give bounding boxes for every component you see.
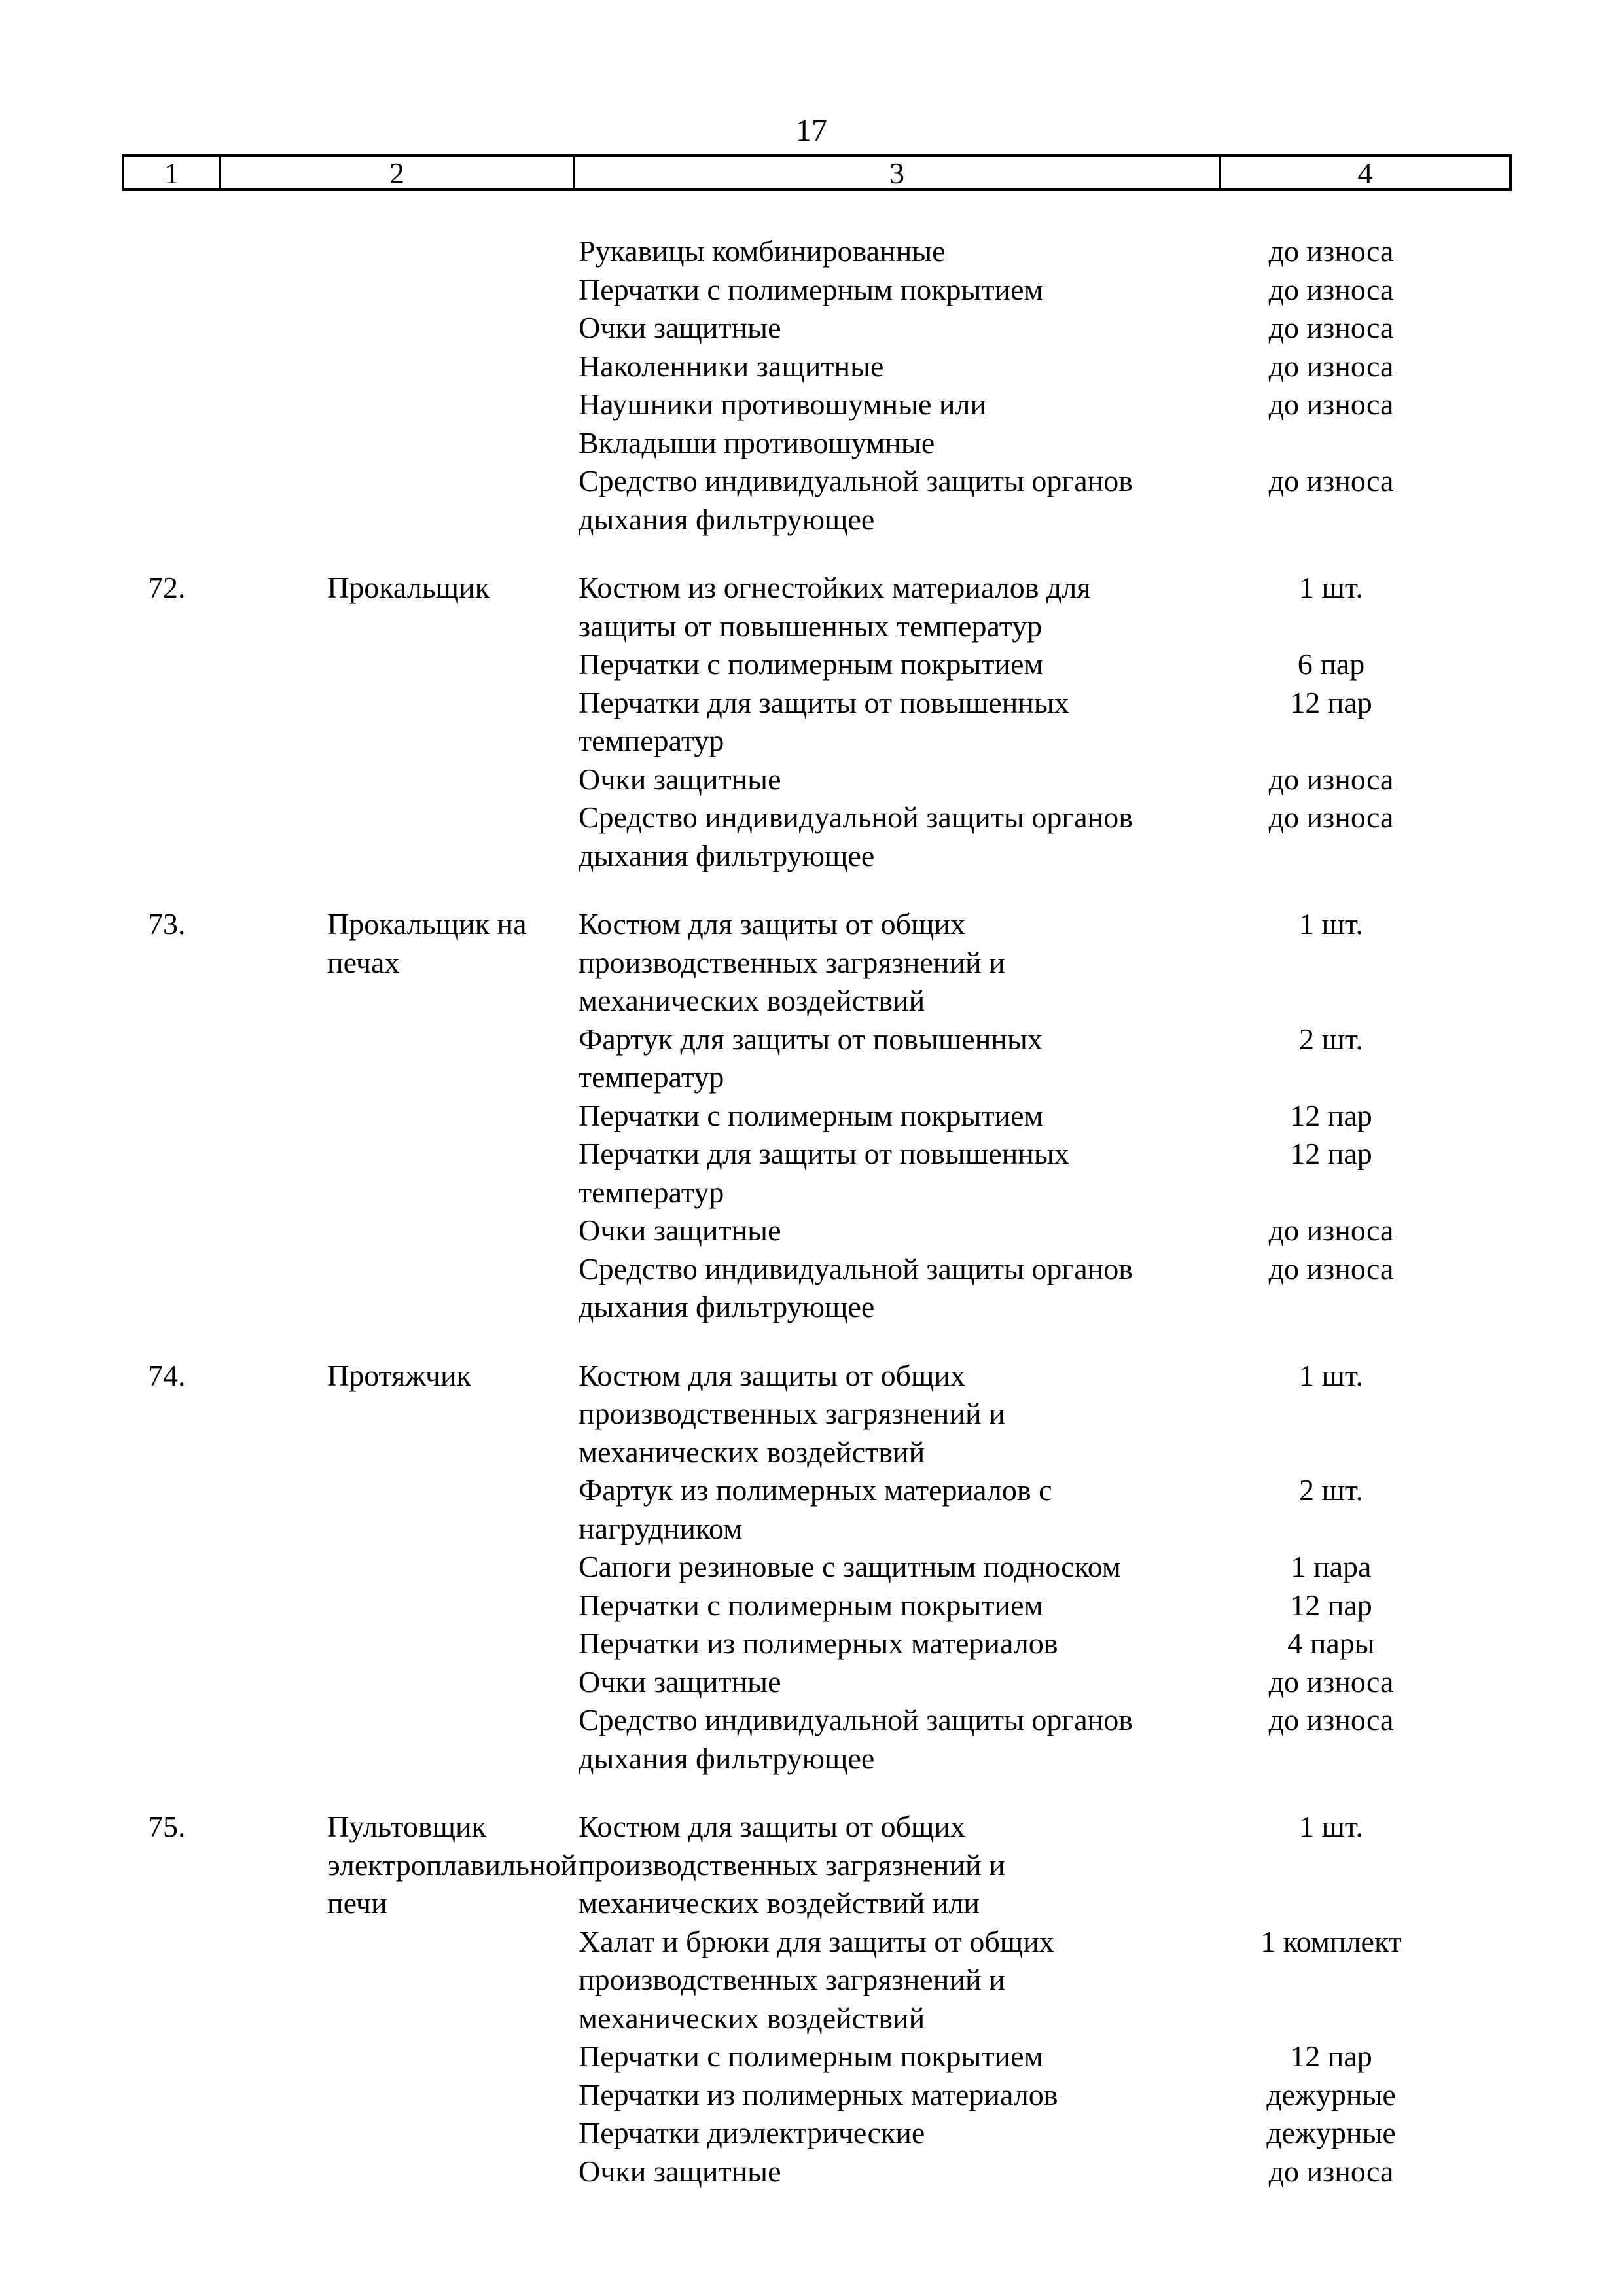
- ppe-item-name: [572, 386, 1240, 462]
- ppe-item: [572, 386, 1512, 462]
- ppe-item-name-line: Очки защитные: [579, 311, 781, 344]
- ppe-item-norm: до износа: [1268, 234, 1394, 268]
- ppe-item-name: [572, 232, 1240, 271]
- ppe-item-name-line: Перчатки для защиты от повышенных: [579, 1137, 1069, 1170]
- ppe-item-name-line: температур: [579, 724, 724, 757]
- ppe-item-norm: 6 пар: [1297, 647, 1365, 681]
- ppe-item-name: [572, 1587, 1240, 1625]
- profession-name: [219, 569, 572, 875]
- ppe-item-name-line: Средство индивидуальной защиты органов: [579, 800, 1133, 834]
- ppe-item-name-line: механических воздействий или: [579, 1886, 980, 1920]
- ppe-item-name: [572, 569, 1240, 645]
- ppe-item-norm: до износа: [1268, 387, 1394, 421]
- ppe-item-name-line: Костюм для защиты от общих: [579, 1358, 966, 1392]
- ppe-item: [572, 1357, 1512, 1472]
- profession-name: [219, 905, 572, 1327]
- entry-number-empty: [122, 232, 219, 539]
- ppe-item-name-line: Перчатки диэлектрические: [579, 2116, 925, 2149]
- profession-empty: [219, 232, 572, 539]
- ppe-item: [572, 271, 1512, 310]
- table-header: [122, 154, 1512, 191]
- header-col-4: 4: [1357, 156, 1373, 190]
- profession-line: печи: [327, 1886, 387, 1920]
- ppe-item: [572, 1587, 1512, 1625]
- ppe-list: [572, 1808, 1512, 2191]
- continuation-block: [122, 232, 1512, 539]
- ppe-item-name-line: Средство индивидуальной защиты органов: [579, 1703, 1133, 1736]
- ppe-item-norm: до износа: [1268, 311, 1394, 344]
- ppe-item: [572, 2114, 1512, 2153]
- ppe-item-name: [572, 1808, 1240, 1923]
- ppe-item-name-line: Средство индивидуальной защиты органов: [579, 1251, 1133, 1285]
- ppe-item-name: [572, 1923, 1240, 2038]
- ppe-item: [572, 798, 1512, 875]
- ppe-item: [572, 1923, 1512, 2038]
- ppe-item-name-line: производственных загрязнений и: [579, 1397, 1005, 1430]
- ppe-item-norm: до износа: [1268, 1703, 1394, 1736]
- ppe-item: [572, 2037, 1512, 2076]
- ppe-item-name-line: механических воздействий: [579, 1435, 925, 1469]
- ppe-list: [572, 232, 1512, 539]
- ppe-item-norm: 1 шт.: [1298, 907, 1364, 941]
- ppe-item-norm: до износа: [1268, 349, 1394, 383]
- ppe-item-name-line: дыхания фильтрующее: [579, 1290, 875, 1323]
- ppe-item-norm: до износа: [1268, 2154, 1394, 2188]
- ppe-item-name-line: температур: [579, 1175, 724, 1209]
- header-col-2: 2: [221, 157, 575, 188]
- ppe-item: [572, 1211, 1512, 1250]
- ppe-item-name: [572, 1097, 1240, 1136]
- ppe-item-norm: 1 комплект: [1260, 1924, 1402, 1958]
- ppe-item-name-line: нагрудником: [579, 1511, 743, 1545]
- ppe-item-name: [572, 1250, 1240, 1327]
- ppe-item-name-line: дыхания фильтрующее: [579, 838, 875, 872]
- ppe-item-name-line: Сапоги резиновые с защитным подноском: [579, 1550, 1121, 1583]
- profession-line: электроплавильной: [327, 1848, 577, 1882]
- ppe-item: [572, 1624, 1512, 1663]
- ppe-item-name-line: Халат и брюки для защиты от общих: [579, 1924, 1054, 1958]
- ppe-item-name-line: производственных загрязнений и: [579, 1848, 1005, 1882]
- ppe-item-name: [572, 1357, 1240, 1472]
- ppe-item-norm: 2 шт.: [1298, 1473, 1364, 1507]
- ppe-item-name: [572, 309, 1240, 348]
- entry-number: 73.: [148, 907, 186, 941]
- profession-name: [219, 1357, 572, 1778]
- ppe-item-norm: 12 пар: [1290, 685, 1372, 719]
- ppe-item-norm: до износа: [1268, 1251, 1394, 1285]
- entry-number: 72.: [148, 571, 186, 604]
- ppe-item-name-line: Костюм для защиты от общих: [579, 1810, 966, 1843]
- ppe-item: [572, 569, 1512, 645]
- ppe-item: [572, 684, 1512, 761]
- ppe-item: [572, 1135, 1512, 1211]
- ppe-item-name-line: Очки защитные: [579, 2154, 781, 2188]
- entry-number: 75.: [148, 1810, 186, 1843]
- header-col-3: 3: [575, 157, 1221, 188]
- ppe-item-norm: дежурные: [1266, 2116, 1396, 2149]
- ppe-item-name-line: Очки защитные: [579, 762, 781, 796]
- profession-line: Прокальщик: [327, 571, 490, 604]
- ppe-item-name: [572, 905, 1240, 1020]
- ppe-item-name: [572, 2076, 1240, 2115]
- entry-row: [122, 1357, 1512, 1778]
- entry-number: 74.: [148, 1358, 186, 1392]
- ppe-item: [572, 645, 1512, 684]
- ppe-item-name-line: Очки защитные: [579, 1213, 781, 1247]
- ppe-item-name-line: Перчатки с полимерным покрытием: [579, 272, 1043, 306]
- ppe-item-name: [572, 1211, 1240, 1250]
- ppe-item-name-line: Очки защитные: [579, 1664, 781, 1698]
- profession-line: Протяжчик: [327, 1358, 472, 1392]
- ppe-item-name: [572, 1135, 1240, 1211]
- ppe-item-name: [572, 1701, 1240, 1778]
- ppe-item-name: [572, 1663, 1240, 1702]
- ppe-item-name: [572, 1548, 1240, 1587]
- ppe-list: [572, 569, 1512, 875]
- profession-line: Прокальщик на печах: [327, 907, 527, 979]
- ppe-item: [572, 1701, 1512, 1778]
- ppe-item-name: [572, 1624, 1240, 1663]
- ppe-item: [572, 1097, 1512, 1136]
- ppe-item-norm: 12 пар: [1290, 1098, 1372, 1132]
- ppe-item-norm: до износа: [1268, 464, 1394, 497]
- ppe-item: [572, 462, 1512, 539]
- ppe-item-norm: до износа: [1268, 800, 1394, 834]
- ppe-item-name-line: дыхания фильтрующее: [579, 502, 875, 536]
- table-body: [122, 232, 1512, 2221]
- ppe-item-name-line: Перчатки из полимерных материалов: [579, 2077, 1058, 2111]
- ppe-item-norm: 12 пар: [1290, 2039, 1372, 2073]
- ppe-item: [572, 1250, 1512, 1327]
- ppe-item: [572, 2076, 1512, 2115]
- profession-name: [219, 1808, 577, 2191]
- ppe-item-name-line: Костюм из огнестойких материалов для: [579, 571, 1091, 604]
- ppe-item-name-line: Перчатки с полимерным покрытием: [579, 2039, 1043, 2073]
- ppe-item-norm: 1 шт.: [1298, 571, 1364, 604]
- ppe-item-norm: 4 пары: [1287, 1626, 1375, 1660]
- ppe-item-name: [572, 684, 1240, 761]
- ppe-item: [572, 1808, 1512, 1923]
- ppe-item-norm: дежурные: [1266, 2077, 1396, 2111]
- ppe-item-norm: 1 шт.: [1298, 1358, 1364, 1392]
- ppe-item-name-line: Фартук из полимерных материалов с: [579, 1473, 1052, 1507]
- ppe-item-norm: 1 шт.: [1298, 1810, 1364, 1843]
- ppe-item: [572, 2153, 1512, 2191]
- ppe-item: [572, 1471, 1512, 1548]
- ppe-item: [572, 761, 1512, 799]
- ppe-item-name-line: механических воздействий: [579, 984, 925, 1017]
- ppe-item-norm: до износа: [1268, 762, 1394, 796]
- ppe-item-name-line: защиты от повышенных температур: [579, 609, 1043, 643]
- ppe-list: [572, 905, 1512, 1327]
- ppe-item-name: [572, 1020, 1240, 1097]
- ppe-item-name-line: Наушники противошумные или: [579, 387, 987, 421]
- ppe-item: [572, 348, 1512, 386]
- ppe-item-name: [572, 2153, 1240, 2191]
- ppe-item-name-line: Перчатки для защиты от повышенных: [579, 685, 1069, 719]
- ppe-item-name-line: Рукавицы комбинированные: [579, 234, 946, 268]
- ppe-item-name-line: температур: [579, 1060, 724, 1094]
- ppe-item-name-line: Перчатки с полимерным покрытием: [579, 647, 1043, 681]
- ppe-item-norm: 12 пар: [1290, 1588, 1372, 1622]
- ppe-item-name: [572, 462, 1240, 539]
- ppe-item-name: [572, 761, 1240, 799]
- ppe-item-norm: 12 пар: [1290, 1137, 1372, 1170]
- ppe-item-name-line: Костюм для защиты от общих: [579, 907, 966, 941]
- ppe-item-name: [572, 798, 1240, 875]
- header-col-1: 1: [124, 157, 221, 188]
- ppe-item-name-line: Перчатки с полимерным покрытием: [579, 1588, 1043, 1622]
- ppe-item: [572, 1020, 1512, 1097]
- ppe-item-name: [572, 2114, 1240, 2153]
- ppe-item: [572, 905, 1512, 1020]
- ppe-item-name-line: производственных загрязнений и: [579, 945, 1005, 979]
- ppe-item-name-line: дыхания фильтрующее: [579, 1741, 875, 1775]
- ppe-item: [572, 1548, 1512, 1587]
- ppe-item: [572, 232, 1512, 271]
- ppe-item-name: [572, 271, 1240, 310]
- entry-row: [122, 905, 1512, 1327]
- profession-line: Пультовщик: [327, 1810, 486, 1843]
- ppe-item-norm: до износа: [1268, 1664, 1394, 1698]
- ppe-item-name-line: Наколенники защитные: [579, 349, 884, 383]
- ppe-item-name-line: Средство индивидуальной защиты органов: [579, 464, 1133, 497]
- ppe-item-name: [572, 1471, 1240, 1548]
- ppe-item-norm: до износа: [1268, 272, 1394, 306]
- page-number: 17: [796, 113, 827, 148]
- ppe-item: [572, 1663, 1512, 1702]
- ppe-item-name-line: производственных загрязнений и: [579, 1963, 1005, 1996]
- entry-row: [122, 569, 1512, 875]
- ppe-item-name-line: механических воздействий: [579, 2001, 925, 2035]
- ppe-item-name: [572, 2037, 1240, 2076]
- ppe-list: [572, 1357, 1512, 1778]
- ppe-item-norm: 1 пара: [1291, 1550, 1372, 1583]
- ppe-item-name: [572, 645, 1240, 684]
- ppe-item-norm: 2 шт.: [1298, 1022, 1364, 1056]
- ppe-item-norm: до износа: [1268, 1213, 1394, 1247]
- entry-row: [122, 1808, 1512, 2191]
- ppe-item-name: [572, 348, 1240, 386]
- ppe-item: [572, 309, 1512, 348]
- ppe-item-name-line: Перчатки из полимерных материалов: [579, 1626, 1058, 1660]
- ppe-item-name-line: Фартук для защиты от повышенных: [579, 1022, 1043, 1056]
- ppe-item-name-line: Вкладыши противошумные: [579, 425, 935, 459]
- ppe-item-name-line: Перчатки с полимерным покрытием: [579, 1098, 1043, 1132]
